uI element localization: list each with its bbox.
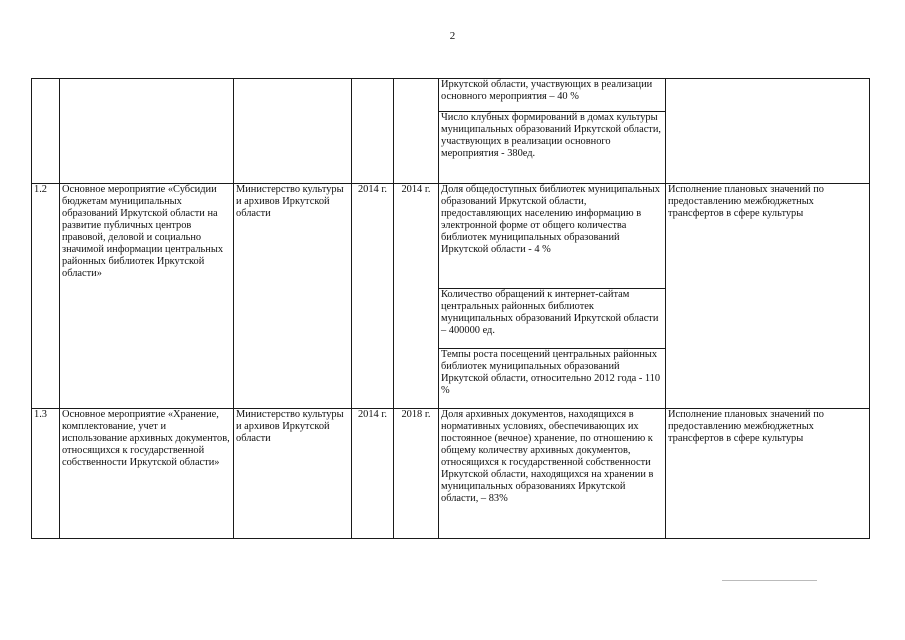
program-table — [31, 78, 870, 539]
indicator-cell: Число клубных формирований в домах культуры муниципальных образований Иркутской области, участвующих в реализации основного мероприятия - 380ед. — [439, 112, 666, 184]
table-row — [32, 184, 870, 289]
executor-cell: Министерство культуры и архивов Иркутской области — [234, 184, 352, 409]
indicator-cell: Темпы роста посещений центральных районных библиотек муниципальных образований Иркутской области, относительно 2012 года - 110 % — [439, 349, 666, 409]
executor-cell: Министерство культуры и архивов Иркутской области — [234, 409, 352, 539]
indicator-cell: Доля архивных документов, находящихся в нормативных условиях, обеспечивающих их постоянное (вечное) хранение, по отношению к общему количеству архивных документов, относящихся к государственной собственности Иркутской области, находящихся на хранении в муниципальных образованиях Иркутской области, – 83% — [439, 409, 666, 539]
row-number: 1.2 — [32, 184, 60, 409]
end-year: 2018 г. — [394, 409, 439, 539]
scan-artifact-line — [722, 580, 817, 581]
end-year: 2014 г. — [394, 184, 439, 409]
event-cell — [60, 79, 234, 184]
indicator-cell: Доля общедоступных библиотек муниципальных образований Иркутской области, предоставляющих населению информацию в электронной форме от общего количества библиотек муниципальных образований Иркутской области - 4 % — [439, 184, 666, 289]
result-cell: Исполнение плановых значений по предоставлению межбюджетных трансфертов в сфере культуры — [666, 184, 870, 409]
page-number: 2 — [449, 30, 456, 42]
event-cell: Основное мероприятие «Субсидии бюджетам муниципальных образований Иркутской области на развитие публичных центров правовой, деловой и социально значимой информации центральных районных библиотек Иркутской области» — [60, 184, 234, 409]
table-row — [32, 79, 870, 112]
start-cell — [352, 79, 394, 184]
start-year: 2014 г. — [352, 409, 394, 539]
table-row — [32, 409, 870, 539]
result-cell — [666, 79, 870, 184]
row-number: 1.3 — [32, 409, 60, 539]
result-cell: Исполнение плановых значений по предоставлению межбюджетных трансфертов в сфере культуры — [666, 409, 870, 539]
event-cell: Основное мероприятие «Хранение, комплектование, учет и использование архивных документов, относящихся к государственной собственности Иркутской области» — [60, 409, 234, 539]
end-cell — [394, 79, 439, 184]
indicator-cell: Количество обращений к интернет-сайтам центральных районных библиотек муниципальных образований Иркутской области – 400000 ед. — [439, 289, 666, 349]
executor-cell — [234, 79, 352, 184]
start-year: 2014 г. — [352, 184, 394, 409]
indicator-cell: Иркутской области, участвующих в реализации основного мероприятия – 40 % — [439, 79, 666, 112]
num-cell — [32, 79, 60, 184]
